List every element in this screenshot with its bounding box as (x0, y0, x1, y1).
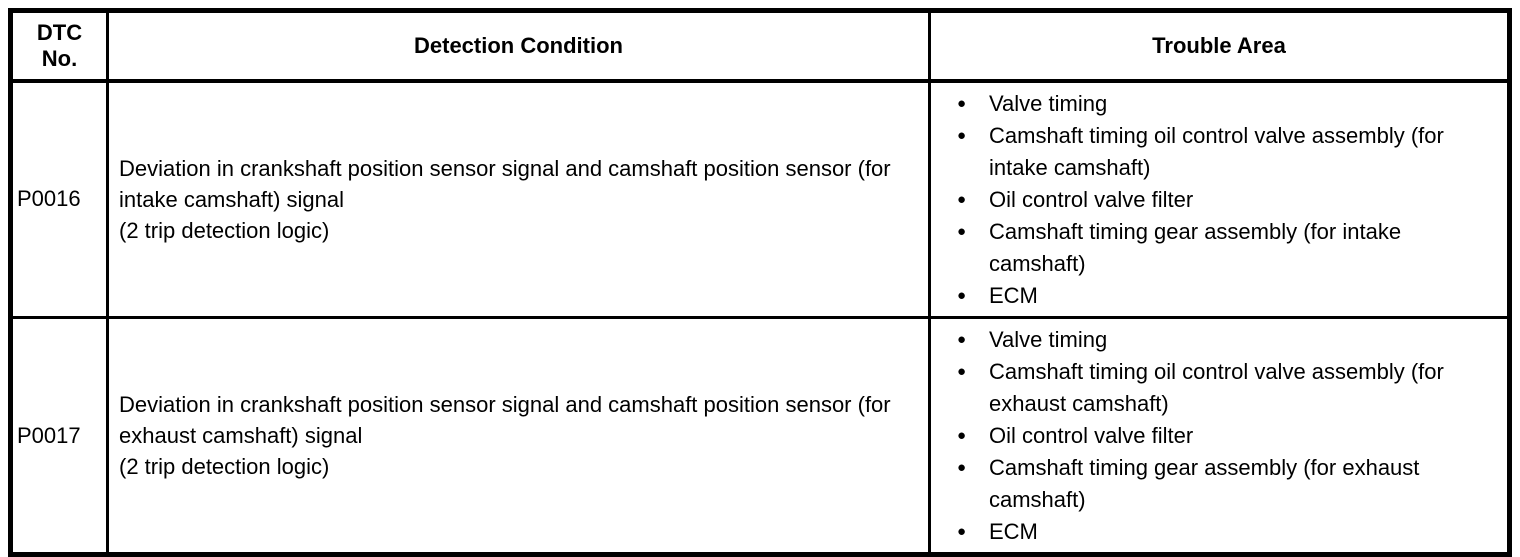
bullet-icon: ● (957, 427, 967, 444)
condition-note: (2 trip detection logic) (119, 217, 330, 243)
trouble-area-cell (930, 318, 1510, 555)
header-detection-condition: Detection Condition (108, 11, 930, 81)
bullet-icon: ● (957, 126, 967, 144)
bullet-icon: ● (957, 190, 967, 208)
list-item (957, 216, 1503, 280)
trouble-item-text: Camshaft timing oil control valve assembly (for exhaust camshaft) (989, 359, 1444, 416)
trouble-item-text: Valve timing (989, 327, 1108, 352)
dtc-table-header (11, 11, 1510, 81)
bullet-icon: ● (957, 222, 967, 240)
table-row-p0016 (11, 81, 1510, 318)
bullet-icon: ● (957, 286, 967, 304)
dtc-code: P0016 (11, 81, 108, 318)
detection-condition-cell (108, 318, 930, 555)
detection-condition-cell (108, 81, 930, 318)
header-dtc-line2: No. (41, 45, 78, 71)
list-item (957, 324, 1503, 356)
header-trouble-area: Trouble Area (930, 11, 1510, 81)
dtc-code: P0017 (11, 318, 108, 555)
header-dtc-line1: DTC (36, 19, 83, 45)
bullet-icon: ● (957, 94, 967, 112)
list-item (957, 516, 1503, 548)
trouble-item-text: Camshaft timing oil control valve assembly (for intake camshaft) (989, 122, 1444, 180)
list-item (957, 452, 1503, 516)
trouble-item-text: Oil control valve filter (989, 423, 1194, 448)
list-item (957, 88, 1503, 120)
trouble-item-text: Valve timing (989, 90, 1108, 116)
list-item (957, 356, 1503, 420)
condition-text: Deviation in crankshaft position sensor signal and camshaft position sensor (for intake camshaft) signal (119, 155, 891, 212)
list-item (957, 280, 1503, 312)
list-item (957, 120, 1503, 184)
condition-note: (2 trip detection logic) (119, 454, 330, 479)
trouble-item-text: ECM (989, 519, 1038, 544)
trouble-item-text: Camshaft timing gear assembly (for exhaust camshaft) (989, 455, 1420, 512)
dtc-table-body (11, 81, 1510, 555)
bullet-icon: ● (957, 523, 967, 540)
table-row-p0017 (11, 318, 1510, 555)
bullet-icon: ● (957, 331, 967, 348)
trouble-area-cell (930, 81, 1510, 318)
dtc-table (8, 8, 1512, 557)
list-item (957, 184, 1503, 216)
bullet-icon: ● (957, 459, 967, 476)
header-dtc-no (11, 11, 108, 81)
bullet-icon: ● (957, 363, 967, 380)
list-item (957, 420, 1503, 452)
trouble-item-text: ECM (989, 282, 1038, 308)
trouble-item-text: Oil control valve filter (989, 186, 1194, 212)
condition-text: Deviation in crankshaft position sensor signal and camshaft position sensor (for exhaust camshaft) signal (119, 392, 891, 448)
header-row (11, 11, 1510, 81)
trouble-item-text: Camshaft timing gear assembly (for intake camshaft) (989, 218, 1402, 276)
